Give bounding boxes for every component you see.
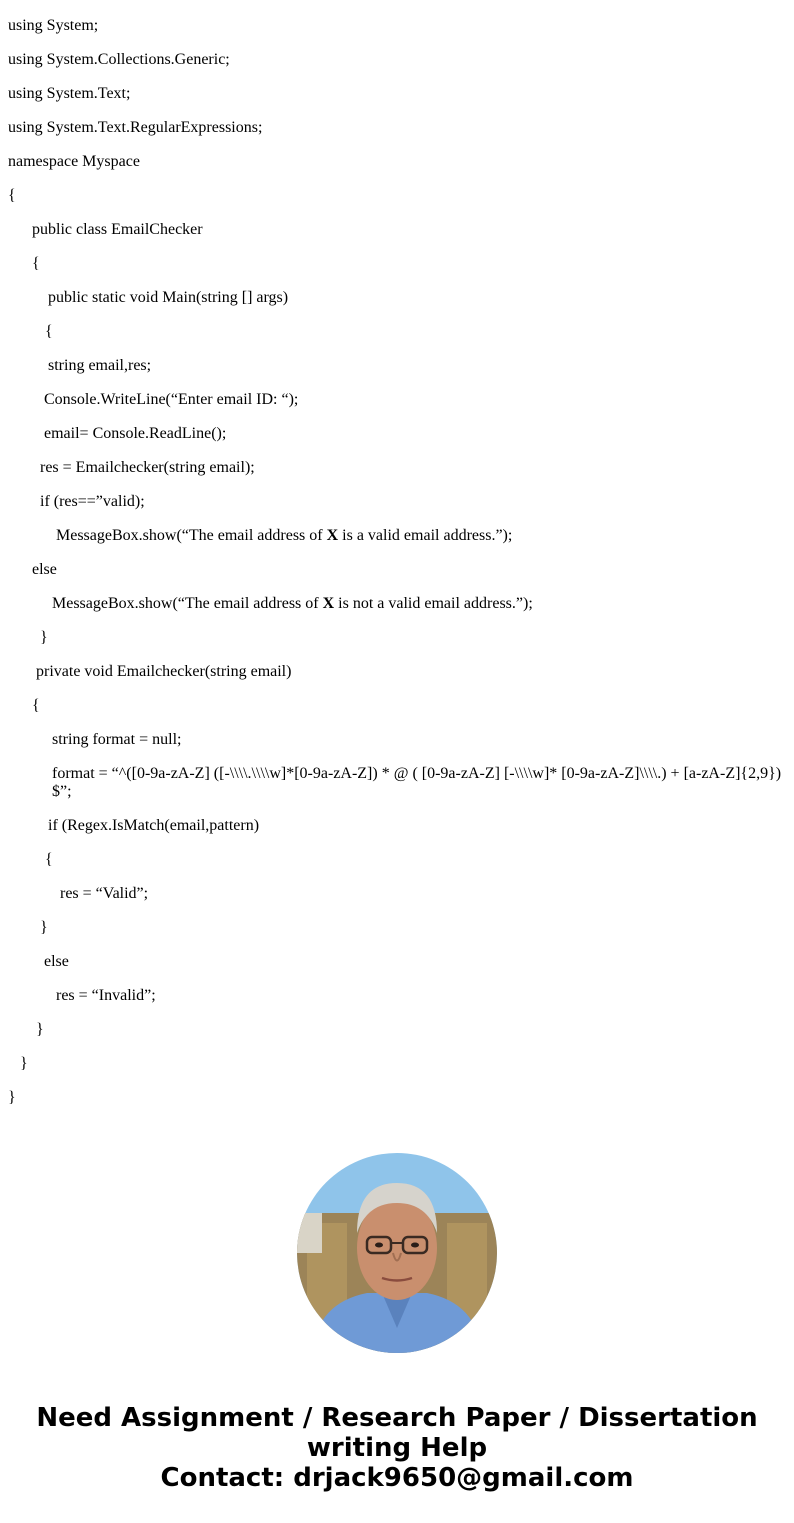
code-text: is not a valid email address.”); <box>334 595 533 612</box>
code-line <box>8 187 788 205</box>
code-text: } <box>36 1021 44 1038</box>
placeholder-x: X <box>326 527 339 544</box>
code-text: MessageBox.show(“The email address of <box>52 595 323 612</box>
author-avatar-photo <box>297 1153 497 1353</box>
code-text: Console.WriteLine(“Enter email ID: “); <box>44 391 299 408</box>
code-line <box>8 885 788 903</box>
code-text: res = “Valid”; <box>60 885 149 902</box>
footer-line-contact-email: Contact: drjack9650@gmail.com <box>160 1463 634 1493</box>
code-line <box>8 851 788 869</box>
code-text: { <box>45 323 53 340</box>
code-line <box>8 987 788 1005</box>
code-line <box>8 731 788 749</box>
code-line <box>8 255 788 273</box>
code-line <box>8 817 788 835</box>
code-text: res = Emailchecker(string email); <box>40 459 255 476</box>
code-text: public class EmailChecker <box>32 221 203 238</box>
code-text: } <box>40 919 48 936</box>
code-line <box>8 629 788 647</box>
code-text: using System.Text.RegularExpressions; <box>8 119 263 136</box>
code-line <box>8 493 788 511</box>
code-text: is a valid email address.”); <box>338 527 513 544</box>
code-text: } <box>40 629 48 646</box>
code-text: { <box>32 697 40 714</box>
code-line <box>8 85 788 103</box>
code-text: using System.Text; <box>8 85 131 102</box>
code-text: private void Emailchecker(string email) <box>36 663 292 680</box>
code-text: { <box>32 255 40 272</box>
code-text: using System; <box>8 17 99 34</box>
code-text: if (res==”valid); <box>40 493 145 510</box>
code-line <box>8 1089 788 1107</box>
code-line <box>8 357 788 375</box>
code-line <box>8 153 788 171</box>
code-text: { <box>45 851 53 868</box>
code-text: string email,res; <box>48 357 152 374</box>
code-line <box>8 527 788 545</box>
code-line <box>8 919 788 937</box>
code-line <box>8 663 788 681</box>
placeholder-x: X <box>322 595 335 612</box>
code-text: { <box>8 187 16 204</box>
code-text: else <box>44 953 69 970</box>
code-line <box>8 459 788 477</box>
code-line <box>8 595 788 613</box>
code-line <box>8 425 788 443</box>
footer-line-assignment: Need Assignment / Research Paper / Dissertation <box>36 1403 758 1433</box>
code-line <box>8 697 788 715</box>
code-line <box>8 221 788 239</box>
code-text: } <box>8 1089 16 1106</box>
code-line <box>8 17 788 35</box>
code-line <box>8 561 788 579</box>
code-line <box>8 1021 788 1039</box>
code-text: namespace Myspace <box>8 153 140 170</box>
code-line <box>8 51 788 69</box>
code-text: MessageBox.show(“The email address of <box>56 527 327 544</box>
code-text: else <box>32 561 57 578</box>
code-line <box>8 391 788 409</box>
code-text: using System.Collections.Generic; <box>8 51 230 68</box>
code-text: string format = null; <box>52 731 182 748</box>
code-text: if (Regex.IsMatch(email,pattern) <box>48 817 260 834</box>
code-line <box>8 765 788 801</box>
portrait-image <box>297 1153 497 1353</box>
code-text: res = “Invalid”; <box>56 987 156 1004</box>
code-text: email= Console.ReadLine(); <box>44 425 227 442</box>
code-text: } <box>20 1055 28 1072</box>
footer-contact-banner <box>0 1403 794 1493</box>
code-line <box>8 1055 788 1073</box>
code-line <box>8 323 788 341</box>
code-text: format = “^([0-9a-zA-Z] ([-\\\\.\\\\w]*[0-9a-zA-Z]) * @ ( [0-9a-zA-Z] [-\\\\w]* [0-9a-zA-Z]\\\\.) + [a-zA-Z]{2,9})$”; <box>52 765 782 800</box>
code-line <box>8 289 788 307</box>
code-line <box>8 119 788 137</box>
code-text: public static void Main(string [] args) <box>48 289 289 306</box>
code-line <box>8 953 788 971</box>
footer-line-writing-help: writing Help <box>306 1433 488 1463</box>
